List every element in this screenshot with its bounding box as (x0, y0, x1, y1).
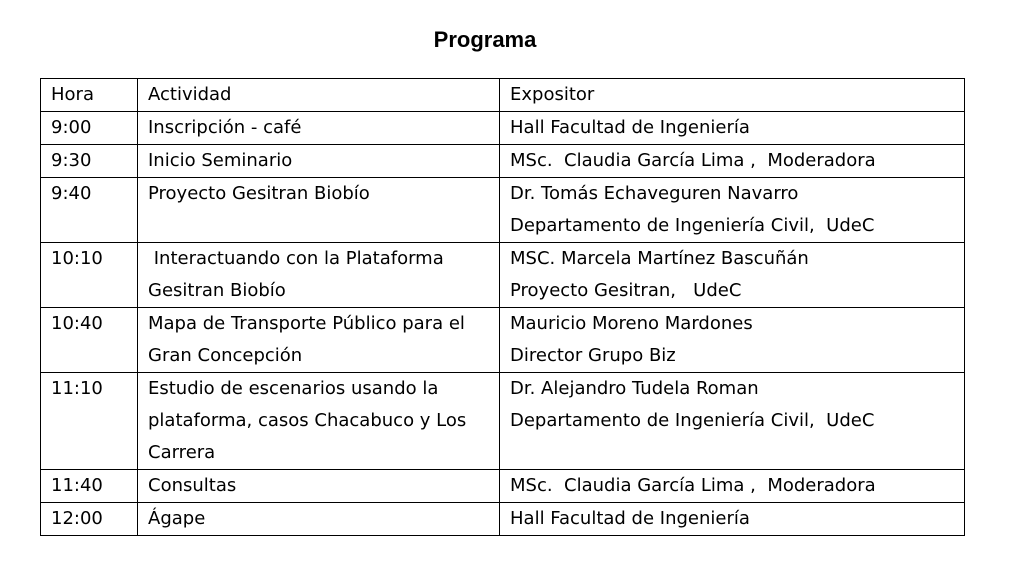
actividad-line: Mapa de Transporte Público para el (148, 313, 465, 334)
expositor-line: Departamento de Ingeniería Civil, UdeC (510, 410, 875, 431)
table-row (41, 243, 965, 308)
expositor-line: MSc. Claudia García Lima , Moderadora (510, 150, 876, 171)
expositor-line: Hall Facultad de Ingeniería (510, 508, 750, 529)
cell-expositor (500, 373, 965, 470)
expositor-line: Director Grupo Biz (510, 345, 676, 366)
cell-expositor (500, 178, 965, 243)
cell-hora: 10:10 (41, 243, 138, 308)
cell-actividad (138, 178, 500, 243)
column-header-hora: Hora (41, 79, 138, 112)
expositor-line: Proyecto Gesitran, UdeC (510, 280, 742, 301)
table-row (41, 112, 965, 145)
cell-actividad (138, 470, 500, 503)
cell-actividad (138, 308, 500, 373)
actividad-line: Gran Concepción (148, 345, 303, 366)
cell-actividad (138, 503, 500, 536)
actividad-line: Estudio de escenarios usando la (148, 378, 439, 399)
program-table (40, 78, 965, 536)
actividad-line: Ágape (148, 508, 206, 529)
cell-expositor (500, 470, 965, 503)
cell-actividad (138, 112, 500, 145)
actividad-line: Inicio Seminario (148, 150, 293, 171)
column-header-actividad: Actividad (138, 79, 500, 112)
cell-actividad (138, 373, 500, 470)
cell-expositor (500, 145, 965, 178)
cell-hora: 9:30 (41, 145, 138, 178)
cell-expositor (500, 243, 965, 308)
table-header-row (41, 79, 965, 112)
table-row (41, 470, 965, 503)
cell-hora: 11:10 (41, 373, 138, 470)
cell-expositor (500, 503, 965, 536)
table-row (41, 373, 965, 470)
cell-hora: 9:40 (41, 178, 138, 243)
expositor-line: Mauricio Moreno Mardones (510, 313, 753, 334)
expositor-line: MSc. Claudia García Lima , Moderadora (510, 475, 876, 496)
actividad-line: Gesitran Biobío (148, 280, 286, 301)
actividad-line: plataforma, casos Chacabuco y Los (148, 410, 467, 431)
table-row (41, 503, 965, 536)
cell-hora: 12:00 (41, 503, 138, 536)
cell-actividad (138, 243, 500, 308)
column-header-expositor: Expositor (500, 79, 965, 112)
expositor-line: Departamento de Ingeniería Civil, UdeC (510, 215, 875, 236)
expositor-line: Dr. Tomás Echaveguren Navarro (510, 183, 799, 204)
cell-hora: 9:00 (41, 112, 138, 145)
expositor-line: MSC. Marcela Martínez Bascuñán (510, 248, 809, 269)
actividad-line: Carrera (148, 442, 216, 463)
table-row (41, 145, 965, 178)
expositor-line: Dr. Alejandro Tudela Roman (510, 378, 759, 399)
cell-actividad (138, 145, 500, 178)
cell-expositor (500, 308, 965, 373)
table-row (41, 178, 965, 243)
actividad-line: Consultas (148, 475, 237, 496)
actividad-line: Inscripción - café (148, 117, 302, 138)
expositor-line: Hall Facultad de Ingeniería (510, 117, 750, 138)
actividad-line: Interactuando con la Plataforma (148, 248, 444, 269)
cell-expositor (500, 112, 965, 145)
table-row (41, 308, 965, 373)
cell-hora: 10:40 (41, 308, 138, 373)
actividad-line: Proyecto Gesitran Biobío (148, 183, 370, 204)
cell-hora: 11:40 (41, 470, 138, 503)
page-title: Programa (433, 27, 537, 52)
